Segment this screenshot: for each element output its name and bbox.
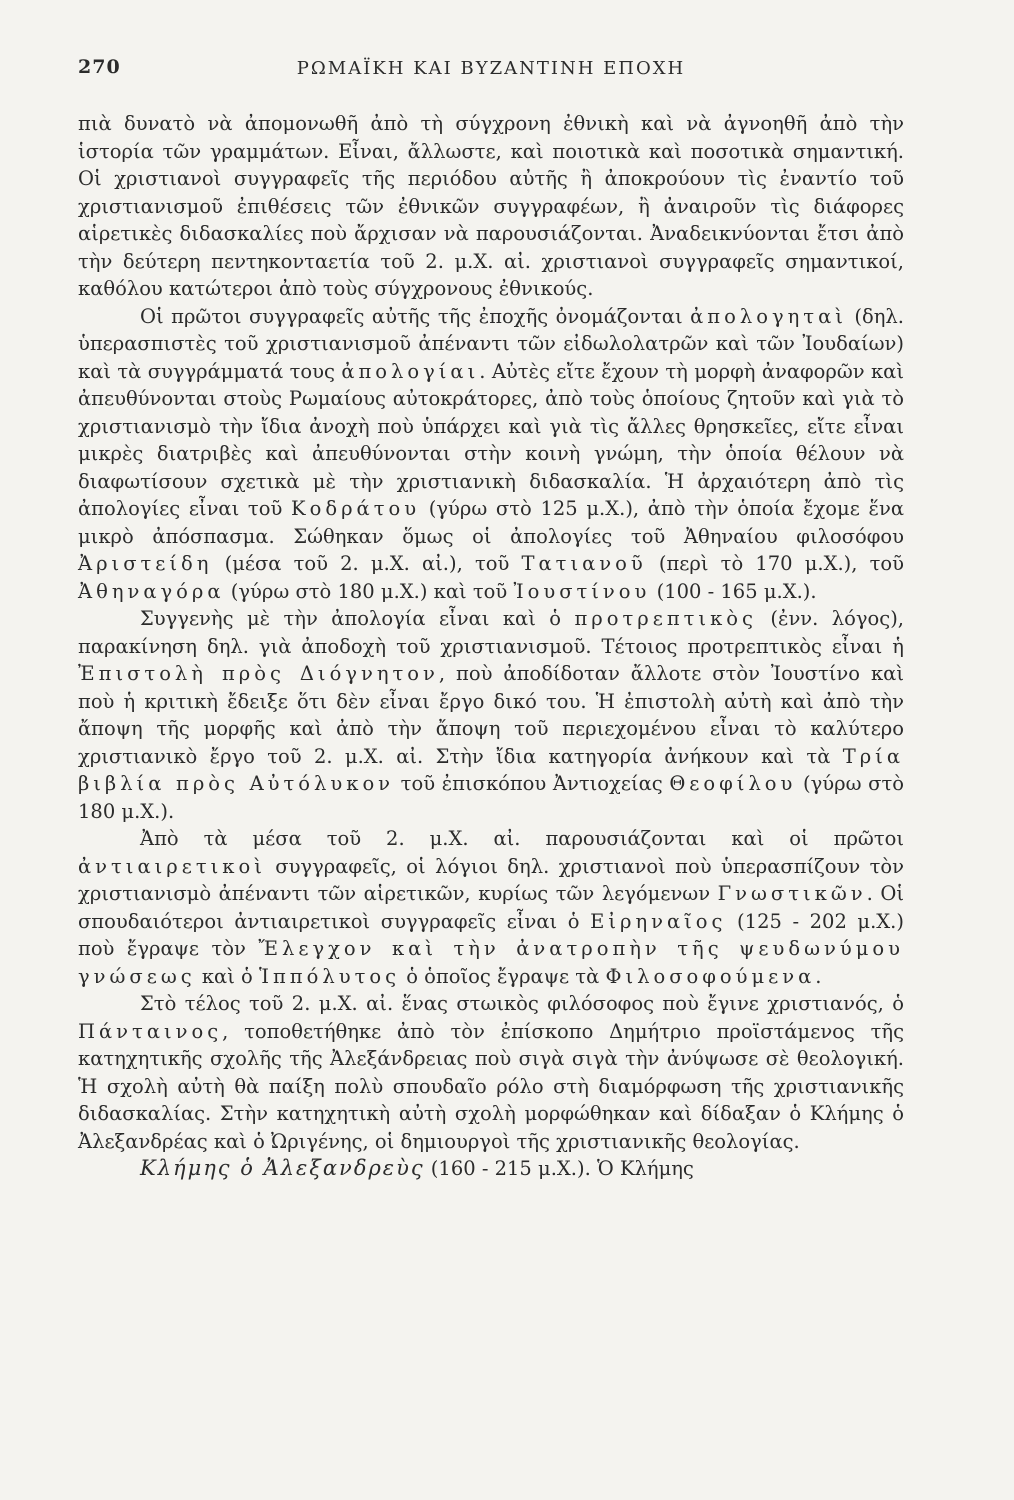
section-heading-dates: (160 - 215 μ.Χ.).	[424, 1157, 597, 1180]
name-athinagora: Ἀθηναγόρα	[78, 579, 225, 603]
text-run: (γύρω στὸ 180 μ.Χ.) καὶ τοῦ	[224, 579, 514, 603]
text-run: (γύρω στὸ 125 μ.Χ.), ἀπὸ τὴν ὁποία ἔχομε ἕνα μικρὸ ἀπόσπασμα. Σώθηκαν ὅμως οἱ ἀπολογίες τοῦ Ἀθηναίου φιλοσόφου	[78, 497, 904, 548]
running-title: ΡΩΜΑΪΚΗ ΚΑΙ ΒΥΖΑΝΤΙΝΗ ΕΠΟΧΗ	[296, 58, 686, 79]
text-run: (100 - 165 μ.Χ.).	[650, 579, 817, 603]
name-ioustinou: Ἰουστίνου	[513, 579, 651, 603]
body-text	[78, 110, 904, 1183]
term-protreptikos: προτρεπτικὸς	[574, 607, 757, 630]
text-run: συγγραφεῖς, οἱ λόγιοι δηλ. χριστιανοὶ ποὺ ὑπερασπίζουν τὸν χριστιανισμὸ ἀπέναντι τῶν αἱρετικῶν, κυρίως τῶν λεγόμενων	[78, 854, 904, 905]
text-run: (γύρω στὸ 180 μ.Χ.).	[78, 772, 904, 823]
term-apologiai: ἀπολογίαι	[341, 359, 480, 383]
text-run: ὁ ὁποῖος ἔγραψε τὰ	[400, 964, 606, 988]
text-run: (ἐνν. λόγος), παρακίνηση δηλ. γιὰ ἀποδοχὴ τοῦ χριστιανισμοῦ. Τέτοιος προτρεπτικὸς εἶναι ἡ	[78, 607, 904, 658]
paragraph-4	[78, 825, 904, 990]
title-tria-vivlia: Τρία βιβλία πρὸς Αὐτόλυκον	[78, 744, 904, 795]
text-run: Οἱ πρῶτοι συγγραφεῖς αὐτῆς τῆς ἐποχῆς ὀνομάζονται	[140, 304, 691, 328]
section-heading-name: Κλήμης ὁ Ἀλεξανδρεὺς	[140, 1156, 425, 1180]
text-run: , τοποθετήθηκε ἀπὸ τὸν ἐπίσκοπο Δημήτριο προϊστάμενος τῆς κατηχητικῆς σχολῆς τῆς Ἀλεξάνδρειας ποὺ σιγὰ σιγὰ τὴν ἀνύψωσε σὲ θεολογική. Ἡ σχολὴ αὐτὴ θὰ παίξη πολὺ σπουδαῖο ρόλο στὴ διαμόρφωση τῆς χριστιανικῆς διδασκαλίας. Στὴν κατηχητικὴ αὐτὴ σχολὴ μορφώθηκαν καὶ δίδαξαν ὁ Κλήμης ὁ Ἀλεξανδρέας καὶ ὁ Ὠριγένης, οἱ δημιουργοὶ τῆς χριστιανικῆς θεολογίας.	[78, 1019, 904, 1153]
paragraph-3	[78, 605, 904, 825]
name-kodratou: Κοδράτου	[291, 497, 421, 520]
text-run: . Αὐτὲς εἴτε ἔχουν τὴ μορφὴ ἀναφορῶν καὶ ἀπευθύνονται στοὺς Ρωμαίους αὐτοκράτορες, ἀπὸ τοὺς ὁποίους ζητοῦν καὶ γιὰ τὸ χριστιανισμὸ τὴν ἴδια ἀνοχὴ ποὺ ὑπάρχει καὶ γιὰ τὶς ἄλλες θρησκεῖες, εἴτε εἶναι μικρὲς διατριβὲς καὶ ἀπευθύνονται στὴν κοινὴ γνώμη, τὴν ὁποία θέλουν νὰ διαφωτίσουν σχετικὰ μὲ τὴν χριστιανικὴ διδασκαλία. Ἡ ἀρχαιότερη ἀπὸ τὶς ἀπολογίες εἶναι τοῦ	[78, 359, 904, 520]
text-run: (125 - 202 μ.Χ.) ποὺ ἔγραψε τὸν	[78, 909, 904, 960]
text-run: . Οἱ σπουδαιότεροι ἀντιαιρετικοὶ συγγραφεῖς εἶναι ὁ	[78, 882, 904, 933]
text-run: (δηλ. ὑπερασπιστὲς τοῦ χριστιανισμοῦ ἀπέναντι τῶν εἰδωλολατρῶν καὶ τῶν Ἰουδαίων) καὶ τὰ συγγράμματά τους	[78, 304, 904, 383]
paragraph-1	[78, 110, 904, 303]
paragraph-5	[78, 990, 904, 1155]
name-pantainos: Πάνταινος	[78, 1019, 223, 1043]
term-gnostikon: Γνωστικῶν	[717, 882, 867, 905]
book-page	[78, 56, 904, 1183]
title-elegchon: Ἔλεγχον καὶ τὴν ἀνατροπὴν τῆς ψευδωνύμου γνώσεως	[78, 937, 904, 988]
text-run: τοῦ ἐπισκόπου Ἀντιοχείας	[394, 772, 670, 795]
text-run: (μέσα τοῦ 2. μ.Χ. αἰ.), τοῦ	[212, 552, 522, 575]
text-run: Στὸ τέλος τοῦ 2. μ.Χ. αἰ. ἕνας στωικὸς φιλόσοφος ποὺ ἔγινε χριστιανός, ὁ	[140, 992, 904, 1015]
text-run: Ἀπὸ τὰ μέσα τοῦ 2. μ.Χ. αἰ. παρουσιάζονται καὶ οἱ πρῶτοι	[140, 827, 904, 850]
title-filosofoumena: Φιλοσοφούμενα	[605, 964, 816, 988]
term-apologetai: ἀπολογηταὶ	[690, 304, 847, 328]
paragraph-2	[78, 303, 904, 606]
term-antiairetikoi: ἀντιαιρετικοὶ	[78, 854, 266, 878]
title-epistoli: Ἐπιστολὴ πρὸς Διόγνητον	[78, 662, 439, 685]
name-tatianou: Τατιανοῦ	[521, 552, 647, 575]
text-run: (περὶ τὸ 170 μ.Χ.), τοῦ	[646, 552, 904, 575]
text-run: καὶ ὁ	[195, 964, 259, 988]
page-header	[78, 56, 904, 88]
name-theofilou: Θεοφίλου	[669, 772, 797, 795]
section-heading-continuation: Ὁ Κλήμης	[597, 1157, 694, 1180]
text-run: , ποὺ ἀποδίδοταν ἄλλοτε στὸν Ἰουστίνο καὶ ποὺ ἡ κριτικὴ ἔδειξε ὅτι δὲν εἶναι ἔργο δικό του. Ἡ ἐπιστολὴ αὐτὴ καὶ ἀπὸ τὴν ἄποψη τῆς μορφῆς καὶ ἀπὸ τὴν ἄποψη τοῦ περιεχομένου εἶναι τὸ καλύτερο χριστιανικὸ ἔργο τοῦ 2. μ.Χ. αἰ. Στὴν ἴδια κατηγορία ἀνήκουν καὶ τὰ	[78, 662, 904, 768]
name-aristeidi: Ἀριστείδη	[78, 552, 213, 575]
name-eirinaios: Εἰρηναῖος	[590, 909, 727, 933]
name-ippolytos: Ἱππόλυτος	[259, 964, 401, 988]
section-heading-klimis	[78, 1155, 904, 1183]
page-number: 270	[78, 56, 121, 78]
text-run: .	[815, 964, 822, 988]
paragraph-1-text: πιὰ δυνατὸ νὰ ἀπομονωθῆ ἀπὸ τὴ σύγχρονη ἐθνικὴ καὶ νὰ ἀγνοηθῆ ἀπὸ τὴν ἱστορία τῶν γραμμάτων. Εἶναι, ἄλλωστε, καὶ ποιοτικὰ καὶ ποσοτικὰ σημαντική. Οἱ χριστιανοὶ συγγραφεῖς τῆς περιόδου αὐτῆς ἢ ἀποκρούουν τὶς ἐναντίο τοῦ χριστιανισμοῦ ἐπιθέσεις τῶν ἐθνικῶν συγγραφέων, ἢ ἀναιροῦν τὶς διάφορες αἱρετικὲς διδασκαλίες ποὺ ἄρχισαν νὰ παρουσιάζονται. Ἀναδεικνύονται ἔτσι ἀπὸ τὴν δεύτερη πεντηκονταετία τοῦ 2. μ.Χ. αἰ. χριστιανοὶ συγγραφεῖς σημαντικοί, καθόλου κατώτεροι ἀπὸ τοὺς σύγχρονους ἐθνικούς.	[78, 112, 904, 300]
text-run: Συγγενὴς μὲ τὴν ἀπολογία εἶναι καὶ ὁ	[140, 607, 575, 630]
